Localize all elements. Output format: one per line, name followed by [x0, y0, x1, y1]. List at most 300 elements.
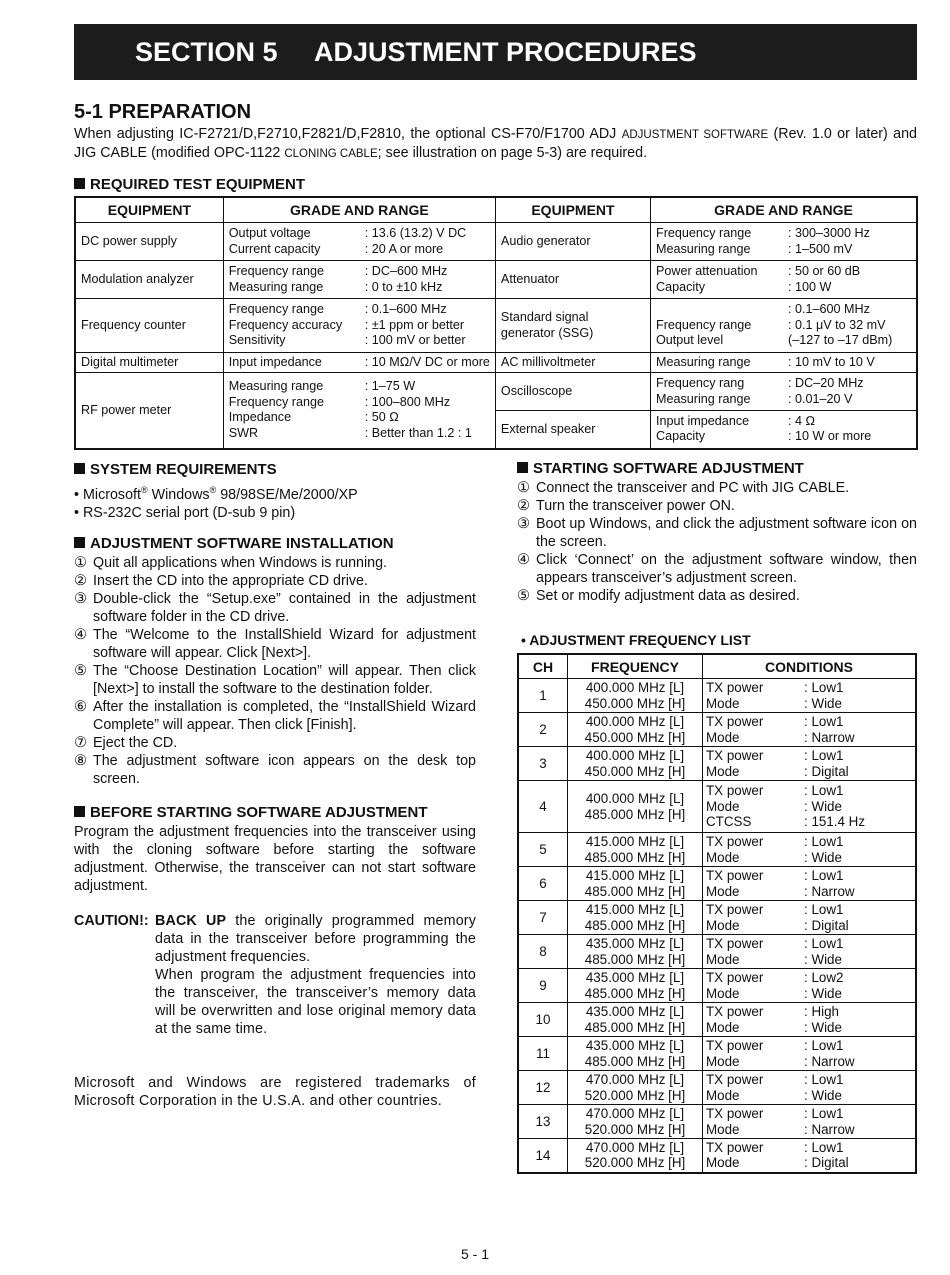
param-label: Frequency range	[228, 302, 324, 317]
conditions-cell	[703, 1003, 917, 1037]
col-grade-right: GRADE AND RANGE	[651, 197, 918, 223]
equipment-name: DC power supply	[75, 223, 223, 261]
system-item-windows	[74, 481, 476, 504]
step-number: ①	[74, 555, 87, 571]
param-value: : 100 mV or better	[364, 333, 466, 348]
condition-value: : Low1	[804, 868, 844, 883]
condition-value: : Wide	[804, 985, 842, 1001]
step-text: Eject the CD.	[93, 735, 178, 751]
equipment-name: AC millivoltmeter	[495, 353, 650, 373]
equipment-name: Modulation analyzer	[75, 261, 223, 299]
frequency-value: 485.000 MHz [H]	[584, 1019, 686, 1035]
before-text: Program the adjustment frequencies into the transceiver using with the cloning software before starting the software adjustment. Otherwise, the transceiver can not start software adjustment.	[74, 824, 476, 894]
frequency-value: 520.000 MHz [H]	[584, 1121, 686, 1137]
param-line	[229, 302, 490, 318]
equipment-row	[75, 373, 917, 411]
frequency-cell	[568, 969, 703, 1003]
page-number: 5 - 1	[460, 1246, 489, 1262]
param-label: Power attenuation	[656, 264, 758, 278]
channel-cell: 8	[518, 935, 568, 969]
param-line	[656, 264, 911, 280]
frequency-cell	[568, 1071, 703, 1105]
condition-label: TX power	[706, 1004, 764, 1019]
param-label: Current capacity	[228, 241, 321, 256]
condition-line	[706, 1020, 912, 1036]
condition-value: : Low1	[804, 834, 844, 849]
condition-line	[706, 1088, 912, 1104]
condition-label: Mode	[706, 729, 740, 745]
step-number: ③	[74, 591, 87, 607]
condition-line	[706, 1140, 912, 1156]
frequency-cell	[568, 935, 703, 969]
condition-value: : Low1	[804, 748, 844, 763]
frequency-cell	[568, 833, 703, 867]
param-line	[656, 429, 911, 445]
condition-label: Mode	[706, 763, 740, 779]
frequency-value: 400.000 MHz [L]	[585, 748, 685, 763]
param-line	[656, 226, 911, 242]
param-line	[229, 410, 490, 426]
caution-block	[74, 912, 476, 1038]
frequency-cell	[568, 867, 703, 901]
channel-cell: 7	[518, 901, 568, 935]
param-value: : 10 W or more	[788, 429, 872, 444]
condition-value: : Low1	[804, 1106, 844, 1121]
system-list	[74, 481, 476, 522]
equipment-name: Attenuator	[495, 261, 650, 299]
caution-text-1: the originally programmed memory data in the transceiver before programming the adjustment frequencies.	[155, 913, 476, 965]
table-row	[518, 867, 916, 901]
section-banner	[74, 24, 917, 80]
condition-label: Mode	[706, 1019, 740, 1035]
frequency-value: 415.000 MHz [L]	[585, 834, 685, 849]
channel-cell: 11	[518, 1037, 568, 1071]
install-steps	[74, 554, 476, 788]
condition-value: : Narrow	[804, 729, 855, 745]
param-value: : 0.1 μV to 32 mV	[788, 317, 886, 332]
system-windows-text: Windows	[147, 486, 210, 503]
condition-line	[706, 952, 912, 968]
preparation-heading: 5-1 PREPARATION	[74, 101, 252, 123]
param-label: Frequency accuracy	[228, 317, 343, 332]
table-row	[518, 1003, 916, 1037]
condition-line	[706, 714, 912, 730]
param-line	[229, 426, 490, 442]
param-label: Frequency range	[656, 226, 752, 240]
list-item	[517, 497, 917, 515]
condition-line	[706, 884, 912, 900]
step-number: ①	[517, 480, 530, 496]
equipment-params	[223, 223, 495, 261]
param-label: Measuring range	[228, 279, 324, 294]
frequency-value: 415.000 MHz [L]	[585, 868, 685, 883]
frequency-value: 470.000 MHz [L]	[585, 1106, 685, 1121]
condition-line	[706, 834, 912, 850]
param-line	[229, 318, 490, 334]
step-text: Boot up Windows, and click the adjustment software icon on the screen.	[536, 516, 917, 550]
equipment-name: External speaker	[495, 411, 650, 449]
condition-line	[706, 696, 912, 712]
conditions-cell	[703, 747, 917, 781]
square-bullet-icon	[74, 806, 85, 817]
condition-line	[706, 1004, 912, 1020]
starting-steps	[517, 479, 917, 605]
equipment-params	[651, 223, 918, 261]
condition-line	[706, 1155, 912, 1171]
frequency-value: 470.000 MHz [L]	[585, 1139, 685, 1155]
condition-line	[706, 970, 912, 986]
param-value: : 1–75 W	[364, 379, 416, 394]
table-row	[518, 833, 916, 867]
frequency-value: 485.000 MHz [H]	[584, 849, 686, 865]
install-heading-text: ADJUSTMENT SOFTWARE INSTALLATION	[90, 535, 394, 552]
param-line	[656, 355, 911, 371]
condition-value: : Low1	[804, 1072, 844, 1087]
list-item	[74, 662, 476, 698]
condition-label: TX power	[706, 1106, 764, 1121]
frequency-value: 485.000 MHz [H]	[584, 917, 686, 933]
condition-value: : Low1	[804, 680, 844, 695]
conditions-cell	[703, 713, 917, 747]
channel-cell: 6	[518, 867, 568, 901]
param-value: : 1–500 mV	[788, 241, 853, 256]
param-value: : 100 W	[788, 279, 832, 294]
list-item	[74, 698, 476, 734]
equipment-params	[223, 353, 495, 373]
frequency-value: 450.000 MHz [H]	[584, 763, 686, 779]
system-item-serial: • RS-232C serial port (D-sub 9 pin)	[74, 504, 296, 521]
conditions-cell	[703, 1105, 917, 1139]
equipment-row	[75, 299, 917, 353]
frequency-value: 435.000 MHz [L]	[585, 936, 685, 951]
channel-cell: 1	[518, 679, 568, 713]
channel-cell: 14	[518, 1139, 568, 1173]
frequency-table	[517, 653, 917, 1174]
condition-label: Mode	[706, 849, 740, 865]
param-value: : Better than 1.2 : 1	[364, 425, 472, 440]
step-number: ③	[517, 516, 530, 532]
frequency-header-row	[518, 654, 916, 679]
condition-line	[706, 680, 912, 696]
param-line	[656, 414, 911, 430]
condition-line	[706, 936, 912, 952]
equipment-table-body	[75, 223, 917, 449]
frequency-value: 435.000 MHz [L]	[585, 970, 685, 985]
col-conditions: CONDITIONS	[703, 654, 917, 679]
condition-label: Mode	[706, 1087, 740, 1103]
condition-line	[706, 783, 912, 799]
col-equipment-right: EQUIPMENT	[495, 197, 650, 223]
caution-body	[155, 912, 476, 1038]
param-label	[656, 302, 788, 318]
step-number: ⑦	[74, 735, 87, 751]
registered-mark: ®	[140, 485, 148, 495]
col-equipment-left: EQUIPMENT	[75, 197, 223, 223]
param-value: : 10 MΩ/V DC or more	[364, 354, 490, 369]
condition-value: : Low1	[804, 936, 844, 951]
condition-value: : Narrow	[804, 1053, 855, 1069]
condition-line	[706, 764, 912, 780]
frequency-value: 450.000 MHz [H]	[584, 695, 686, 711]
system-ms-text: • Microsoft	[74, 486, 141, 503]
equipment-table	[74, 196, 918, 450]
frequency-cell	[568, 1003, 703, 1037]
conditions-cell	[703, 867, 917, 901]
equipment-params	[651, 261, 918, 299]
system-versions-text: 98/98SE/Me/2000/XP	[216, 486, 358, 503]
frequency-value: 485.000 MHz [H]	[584, 985, 686, 1001]
table-row	[518, 1105, 916, 1139]
equipment-params	[651, 411, 918, 449]
frequency-value: 435.000 MHz [L]	[585, 1004, 685, 1019]
param-label: Capacity	[656, 429, 705, 444]
conditions-cell	[703, 833, 917, 867]
param-line	[229, 226, 490, 242]
step-number: ④	[74, 627, 87, 643]
frequency-cell	[568, 901, 703, 935]
install-heading	[74, 535, 394, 552]
condition-label: Mode	[706, 798, 740, 814]
equipment-heading-text: REQUIRED TEST EQUIPMENT	[90, 176, 306, 193]
square-bullet-icon	[74, 463, 85, 474]
table-row	[518, 713, 916, 747]
caution-para-1	[155, 912, 476, 966]
param-label: Impedance	[228, 410, 292, 425]
condition-label: TX power	[706, 970, 764, 985]
param-line	[229, 395, 490, 411]
caution-label: CAUTION!:	[74, 913, 149, 929]
channel-cell: 12	[518, 1071, 568, 1105]
list-item	[74, 752, 476, 788]
frequency-cell	[568, 679, 703, 713]
condition-value: : Low1	[804, 1139, 844, 1155]
param-label: SWR	[228, 425, 259, 440]
table-row	[518, 969, 916, 1003]
frequency-cell	[568, 1139, 703, 1173]
col-grade-left: GRADE AND RANGE	[223, 197, 495, 223]
param-value: : 50 Ω	[364, 410, 399, 425]
param-value: : ±1 ppm or better	[364, 317, 465, 332]
param-line	[656, 280, 911, 296]
list-item	[74, 554, 476, 572]
condition-value: : Digital	[804, 763, 849, 779]
before-heading	[74, 804, 428, 821]
param-label: Sensitivity	[228, 333, 286, 348]
condition-line	[706, 918, 912, 934]
list-item	[517, 515, 917, 551]
condition-label: CTCSS	[706, 814, 752, 830]
frequency-value: 400.000 MHz [L]	[585, 714, 685, 729]
conditions-cell	[703, 1071, 917, 1105]
param-line	[656, 318, 911, 334]
condition-value: : High	[804, 1004, 839, 1019]
condition-label: TX power	[706, 868, 764, 883]
condition-line	[706, 850, 912, 866]
param-label: Frequency range	[228, 394, 324, 409]
system-heading-text: SYSTEM REQUIREMENTS	[90, 461, 277, 478]
step-text: Insert the CD into the appropriate CD drive.	[93, 573, 368, 589]
section-title: ADJUSTMENT PROCEDURES	[314, 37, 697, 67]
param-line	[229, 280, 490, 296]
param-value: : 10 mV to 10 V	[788, 354, 875, 369]
condition-value: : Wide	[804, 798, 842, 814]
param-line	[229, 379, 490, 395]
condition-label: Mode	[706, 1121, 740, 1137]
condition-value: : Digital	[804, 917, 849, 933]
param-label: Frequency range	[228, 264, 324, 278]
param-line	[229, 264, 490, 280]
list-item	[517, 479, 917, 497]
equipment-name: Audio generator	[495, 223, 650, 261]
frequency-value: 520.000 MHz [H]	[584, 1155, 686, 1171]
step-number: ⑤	[517, 588, 530, 604]
step-text: After the installation is completed, the “InstallShield Wizard Complete” will appear. Then click [Finish].	[93, 699, 476, 733]
equipment-name: Standard signal generator (SSG)	[495, 299, 650, 353]
param-line	[656, 376, 911, 392]
condition-value: : Wide	[804, 951, 842, 967]
param-value: : 13.6 (13.2) V DC	[364, 226, 467, 240]
frequency-cell	[568, 1037, 703, 1071]
equipment-name: Oscilloscope	[495, 373, 650, 411]
table-row	[518, 747, 916, 781]
step-text: Double-click the “Setup.exe” contained in the adjustment software folder in the CD drive.	[93, 591, 476, 625]
frequency-value: 520.000 MHz [H]	[584, 1087, 686, 1103]
condition-label: Mode	[706, 695, 740, 711]
param-value: : DC–600 MHz	[364, 264, 448, 278]
condition-label: Mode	[706, 951, 740, 967]
step-text: The adjustment software icon appears on the desk top screen.	[93, 753, 476, 787]
conditions-cell	[703, 1037, 917, 1071]
step-text: Set or modify adjustment data as desired.	[536, 588, 800, 604]
channel-cell: 3	[518, 747, 568, 781]
param-label: Output level	[656, 333, 724, 348]
registered-mark: ®	[209, 485, 217, 495]
condition-value: : Digital	[804, 1155, 849, 1171]
table-row	[518, 1071, 916, 1105]
condition-label: Mode	[706, 1053, 740, 1069]
param-value: : 0.1–600 MHz	[364, 302, 447, 317]
frequency-value: 400.000 MHz [L]	[585, 680, 685, 695]
param-line	[229, 355, 490, 371]
starting-heading-text: STARTING SOFTWARE ADJUSTMENT	[533, 460, 804, 477]
frequency-value: 415.000 MHz [L]	[585, 902, 685, 917]
condition-label: TX power	[706, 834, 764, 849]
param-label: Measuring range	[656, 354, 751, 369]
condition-value: : Wide	[804, 849, 842, 865]
param-value: : 0.1–600 MHz	[788, 302, 870, 317]
square-bullet-icon	[74, 178, 85, 189]
param-label: Output voltage	[228, 226, 311, 240]
equipment-params	[223, 261, 495, 299]
condition-label: Mode	[706, 917, 740, 933]
condition-label: TX power	[706, 1139, 764, 1155]
equipment-name: Frequency counter	[75, 299, 223, 353]
channel-cell: 5	[518, 833, 568, 867]
conditions-cell	[703, 935, 917, 969]
condition-line	[706, 902, 912, 918]
condition-line	[706, 814, 912, 830]
step-number: ②	[74, 573, 87, 589]
list-item	[517, 587, 917, 605]
param-label: Capacity	[656, 279, 705, 294]
frequency-cell	[568, 747, 703, 781]
param-line	[656, 242, 911, 258]
param-value: : 100–800 MHz	[364, 394, 451, 409]
condition-label: Mode	[706, 985, 740, 1001]
condition-label: TX power	[706, 783, 764, 799]
frequency-cell	[568, 1105, 703, 1139]
list-item	[517, 551, 917, 587]
equipment-row	[75, 353, 917, 373]
equipment-heading	[74, 176, 305, 193]
channel-cell: 13	[518, 1105, 568, 1139]
equipment-params	[651, 353, 918, 373]
intro-text-c: (Rev. 1.0 or later) and JIG CABLE (modified OPC-1122	[74, 126, 918, 161]
step-number: ⑥	[74, 699, 87, 715]
caution-para-2: When program the adjustment frequencies into the transceiver, the transceiver’s memory data will be overwritten and lose original memory data at the same time.	[155, 967, 476, 1037]
param-label: Input impedance	[228, 354, 322, 369]
param-value: : 50 or 60 dB	[788, 264, 861, 278]
col-frequency: FREQUENCY	[568, 654, 703, 679]
conditions-cell	[703, 901, 917, 935]
condition-line	[706, 1038, 912, 1054]
param-line	[656, 302, 911, 318]
condition-line	[706, 799, 912, 815]
channel-cell: 10	[518, 1003, 568, 1037]
intro-text-b: ADJUSTMENT SOFTWARE	[621, 129, 769, 141]
param-line	[656, 392, 911, 408]
frequency-value: 485.000 MHz [H]	[584, 1053, 686, 1069]
equipment-name: Digital multimeter	[75, 353, 223, 373]
step-text: Turn the transceiver power ON.	[536, 498, 735, 514]
frequency-value: 400.000 MHz [L]	[585, 791, 685, 806]
conditions-cell	[703, 781, 917, 833]
condition-label: TX power	[706, 1072, 764, 1087]
equipment-row	[75, 223, 917, 261]
equipment-params	[651, 299, 918, 353]
condition-line	[706, 1072, 912, 1088]
channel-cell: 9	[518, 969, 568, 1003]
table-row	[518, 781, 916, 833]
conditions-cell	[703, 679, 917, 713]
table-row	[518, 1037, 916, 1071]
condition-value: : Low1	[804, 902, 844, 917]
condition-line	[706, 730, 912, 746]
starting-heading	[517, 460, 804, 477]
param-line	[229, 242, 490, 258]
equipment-params	[223, 373, 495, 449]
step-text: Click ‘Connect’ on the adjustment software window, then appears transceiver’s adjustment screen.	[536, 552, 917, 586]
condition-line	[706, 1106, 912, 1122]
square-bullet-icon	[74, 537, 85, 548]
param-value: : DC–20 MHz	[788, 376, 864, 390]
frequency-value: 485.000 MHz [H]	[584, 883, 686, 899]
before-heading-text: BEFORE STARTING SOFTWARE ADJUSTMENT	[90, 804, 428, 821]
step-number: ②	[517, 498, 530, 514]
conditions-cell	[703, 1139, 917, 1173]
param-label: Frequency rang	[656, 376, 745, 390]
param-label: Frequency range	[656, 317, 752, 332]
condition-value: : Narrow	[804, 883, 855, 899]
equipment-params	[651, 373, 918, 411]
list-item	[74, 590, 476, 626]
frequency-value: 485.000 MHz [H]	[584, 951, 686, 967]
param-label: Measuring range	[228, 379, 324, 394]
step-number: ⑤	[74, 663, 87, 679]
param-label: Measuring range	[656, 391, 751, 406]
condition-label: TX power	[706, 936, 764, 951]
equipment-row	[75, 261, 917, 299]
